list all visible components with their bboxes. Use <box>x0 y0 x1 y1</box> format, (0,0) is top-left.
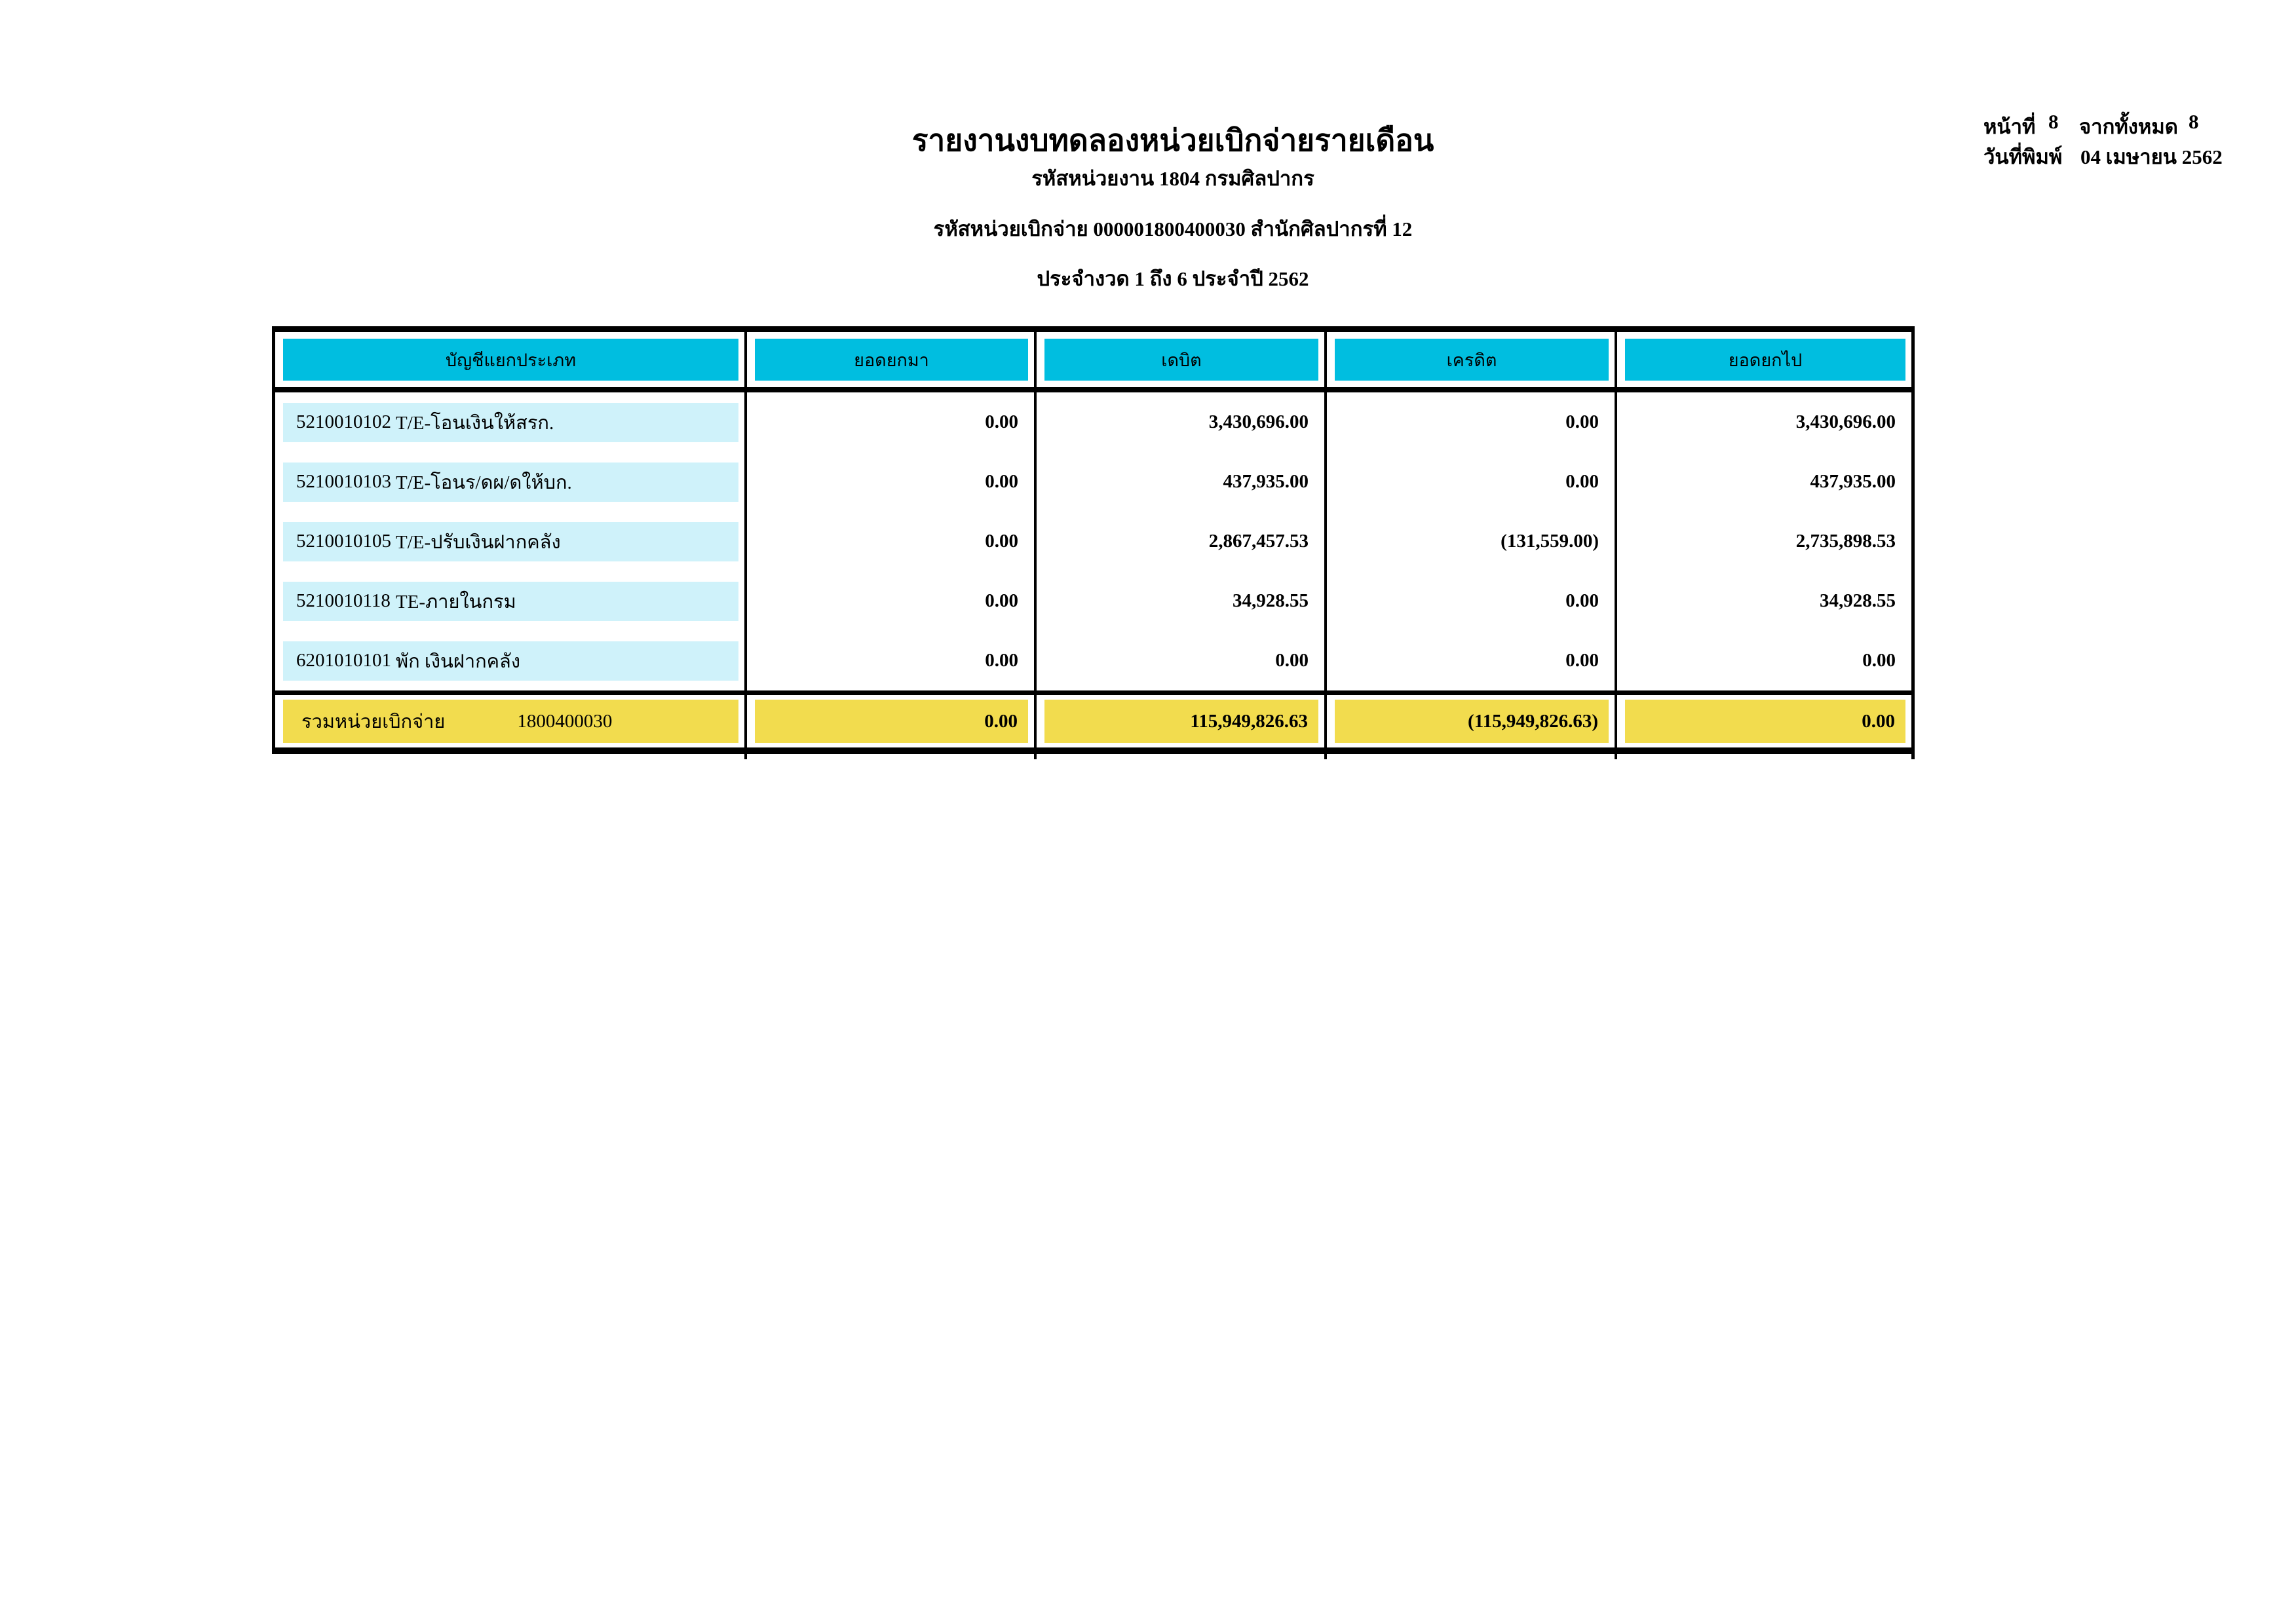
cell-credit: 0.00 <box>1327 452 1617 512</box>
subtitle-disbursement-unit: รหัสหน่วยเบิกจ่าย 000001800400030 สำนักศิลปากรที่ 12 <box>933 217 1413 240</box>
divider-stub <box>744 747 747 759</box>
table-row <box>275 452 1911 512</box>
account-cell <box>283 403 738 442</box>
account-cell <box>283 641 738 681</box>
account-code: 5210010105 <box>296 531 391 552</box>
total-label: รวมหน่วยเบิกจ่าย <box>301 711 446 732</box>
page-title: รายงานงบทดลองหน่วยเบิกจ่ายรายเดือน <box>911 124 1434 157</box>
page-number-label: หน้าที่ <box>1983 115 2036 138</box>
column-header-carried-forward: ยอดยกไป <box>1625 339 1905 381</box>
cell-credit: 0.00 <box>1327 571 1617 631</box>
report-table <box>272 326 1915 754</box>
cell-credit: 0.00 <box>1327 631 1617 690</box>
cell-carried-forward: 2,735,898.53 <box>1795 531 1896 552</box>
total-pages-value: 8 <box>2189 110 2199 133</box>
divider-stub <box>1034 747 1037 759</box>
total-debit: 115,949,826.63 <box>1044 700 1318 743</box>
cell-brought-forward: 0.00 <box>747 571 1037 631</box>
cell-debit: 3,430,696.00 <box>1037 392 1327 452</box>
table-body <box>275 392 1911 690</box>
cell-brought-forward: 0.00 <box>747 392 1037 452</box>
total-pages-label: จากทั้งหมด <box>2079 115 2178 138</box>
cell-brought-forward: 0.00 <box>747 512 1037 571</box>
account-code: 5210010102 <box>296 411 391 432</box>
divider-stub <box>1911 747 1915 759</box>
total-carried-forward: 0.00 <box>1625 700 1905 743</box>
cell-carried-forward: 3,430,696.00 <box>1795 411 1896 432</box>
cell-brought-forward: 0.00 <box>747 452 1037 512</box>
divider-stub <box>1324 747 1327 759</box>
account-code: 5210010118 <box>296 590 391 611</box>
account-code: 5210010103 <box>296 471 391 492</box>
account-name: T/E-โอนเงินให้สรก. <box>396 412 554 434</box>
total-unit-code: 1800400030 <box>517 710 613 732</box>
account-cell <box>283 522 738 561</box>
cell-credit: 0.00 <box>1327 392 1617 452</box>
column-header-brought-forward: ยอดยกมา <box>755 339 1028 381</box>
cell-debit: 2,867,457.53 <box>1037 512 1327 571</box>
table-total-row <box>275 690 1911 747</box>
table-row <box>275 392 1911 452</box>
account-cell <box>283 582 738 621</box>
divider-stub <box>1615 747 1617 759</box>
column-header-account: บัญชีแยกประเภท <box>283 339 738 381</box>
subtitle-period: ประจำงวด 1 ถึง 6 ประจำปี 2562 <box>1037 267 1309 290</box>
column-header-credit: เครดิต <box>1335 339 1609 381</box>
subtitle-agency: รหัสหน่วยงาน 1804 กรมศิลปากร <box>1031 167 1314 190</box>
cell-debit: 34,928.55 <box>1037 571 1327 631</box>
cell-debit: 437,935.00 <box>1037 452 1327 512</box>
table-header-row <box>275 332 1911 392</box>
cell-debit: 0.00 <box>1037 631 1327 690</box>
print-date-value: 04 เมษายน 2562 <box>2080 145 2223 168</box>
table-row <box>275 631 1911 690</box>
cell-carried-forward: 0.00 <box>1862 650 1896 671</box>
table-row <box>275 571 1911 631</box>
account-name: T/E-โอนร/ดผ/ดให้บก. <box>396 472 572 493</box>
total-credit: (115,949,826.63) <box>1335 700 1609 743</box>
page-number-value: 8 <box>2048 110 2059 133</box>
table-row <box>275 512 1911 571</box>
cell-credit: (131,559.00) <box>1327 512 1617 571</box>
cell-brought-forward: 0.00 <box>747 631 1037 690</box>
column-header-debit: เดบิต <box>1044 339 1318 381</box>
account-name: TE-ภายในกรม <box>396 591 516 613</box>
account-name: T/E-ปรับเงินฝากคลัง <box>396 531 561 553</box>
cell-carried-forward: 34,928.55 <box>1820 590 1896 611</box>
cell-carried-forward: 437,935.00 <box>1810 471 1896 492</box>
total-brought-forward: 0.00 <box>755 700 1028 743</box>
account-cell <box>283 463 738 502</box>
print-date-label: วันที่พิมพ์ <box>1983 145 2063 168</box>
total-label-cell <box>283 700 738 743</box>
account-name: พัก เงินฝากคลัง <box>396 651 520 672</box>
account-code: 6201010101 <box>296 650 391 671</box>
